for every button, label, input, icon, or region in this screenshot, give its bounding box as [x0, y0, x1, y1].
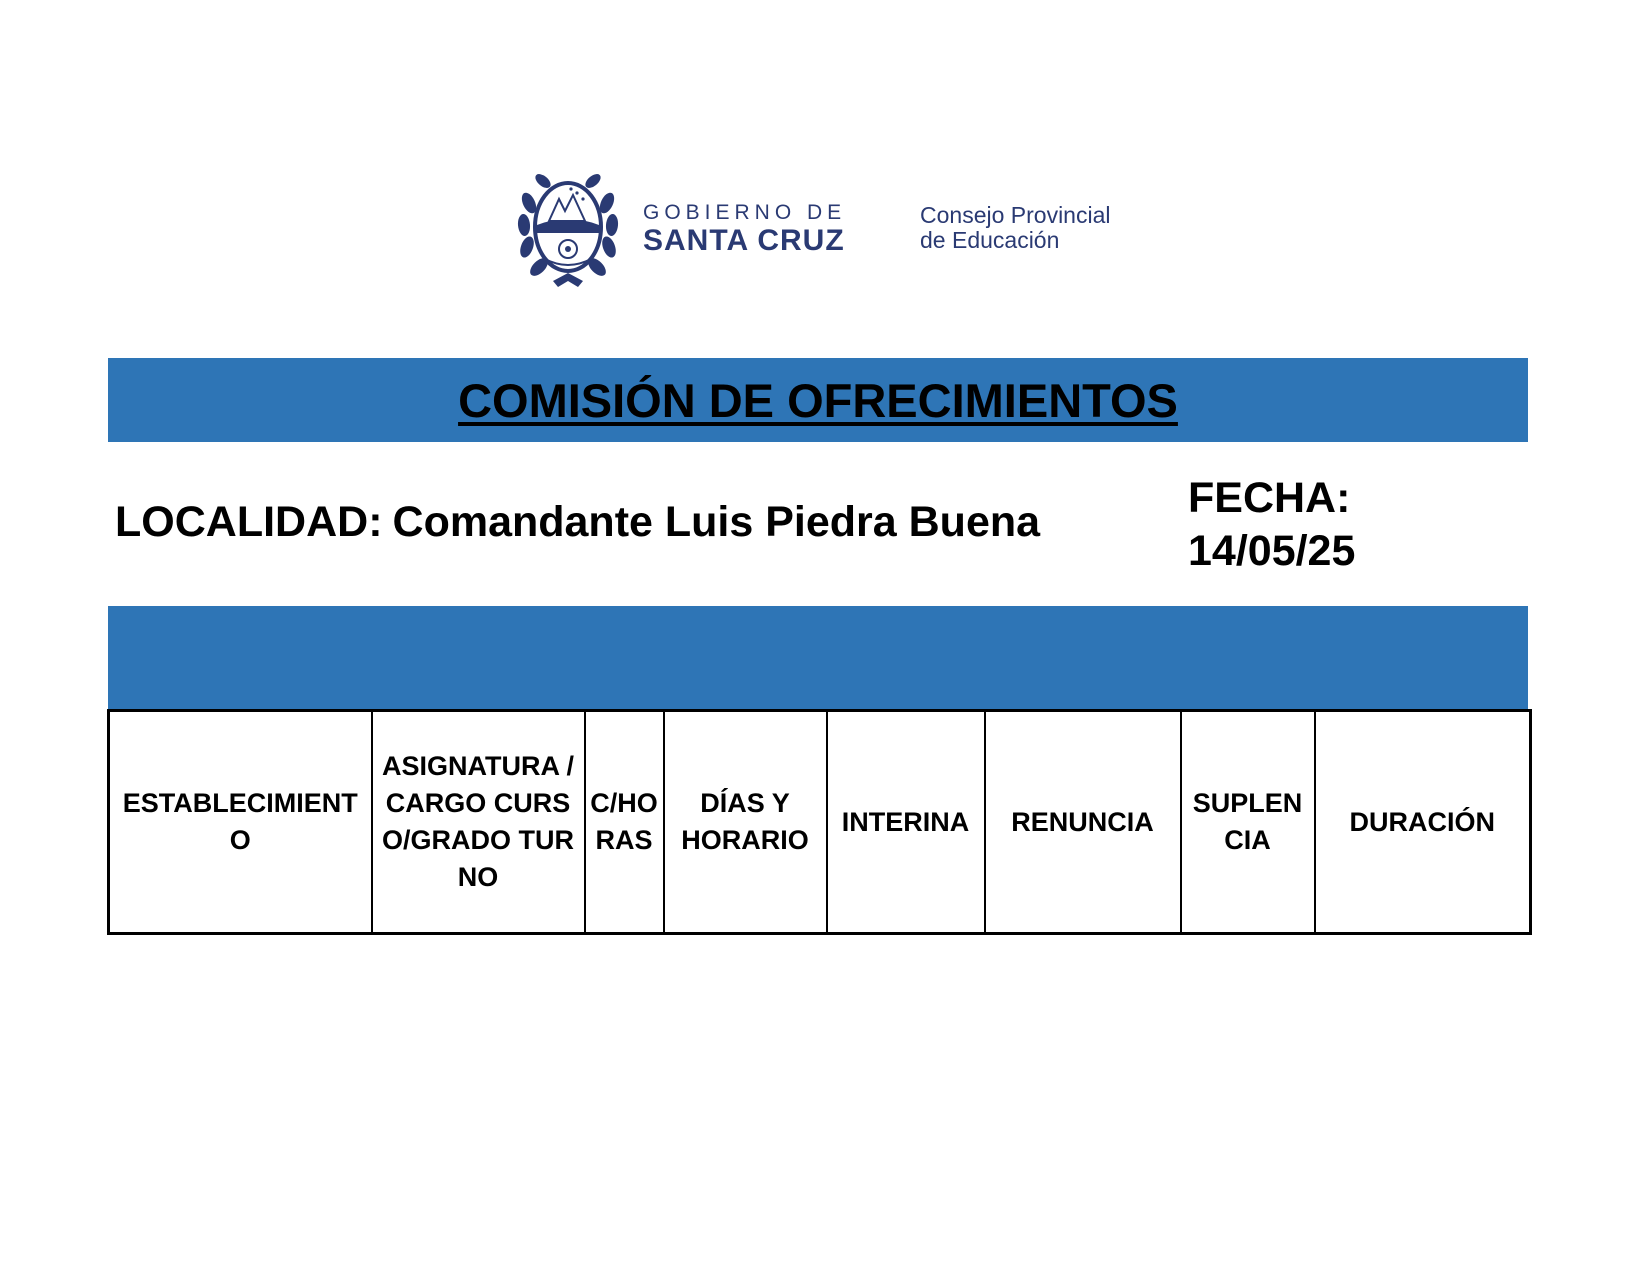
- column-header: ESTABLECIMIENTO: [109, 711, 372, 934]
- consejo-wordmark: [920, 203, 1110, 253]
- provincial-crest-icon: [515, 163, 621, 293]
- consejo-line2: de Educación: [920, 227, 1060, 253]
- locality-line: [115, 498, 1040, 547]
- gov-line1: GOBIERNO DE: [643, 201, 847, 224]
- gov-line2: SANTA CRUZ: [643, 224, 845, 257]
- column-header: C/HORAS: [585, 711, 664, 934]
- title-band: [108, 358, 1528, 442]
- locality-label: LOCALIDAD:: [115, 498, 383, 546]
- page-title: COMISIÓN DE OFRECIMIENTOS: [458, 373, 1178, 427]
- government-wordmark: [643, 201, 846, 257]
- column-header: SUPLENCIA: [1181, 711, 1315, 934]
- date-value: 14/05/25: [1188, 527, 1356, 575]
- date-block: [1188, 472, 1355, 578]
- date-label: FECHA:: [1188, 474, 1351, 522]
- column-header: DURACIÓN: [1315, 711, 1531, 934]
- locality-value: Comandante Luis Piedra Buena: [392, 498, 1041, 546]
- offers-table: [107, 709, 1532, 935]
- column-header: INTERINA: [827, 711, 985, 934]
- column-header: RENUNCIA: [985, 711, 1181, 934]
- table-header-row: [109, 711, 1531, 934]
- header-logo: [515, 163, 1135, 293]
- column-header: DÍAS Y HORARIO: [664, 711, 827, 934]
- blue-separator-band: [108, 606, 1528, 709]
- column-header: ASIGNATURA /CARGO CURSO/GRADO TURNO: [372, 711, 585, 934]
- consejo-line1: Consejo Provincial: [920, 202, 1111, 228]
